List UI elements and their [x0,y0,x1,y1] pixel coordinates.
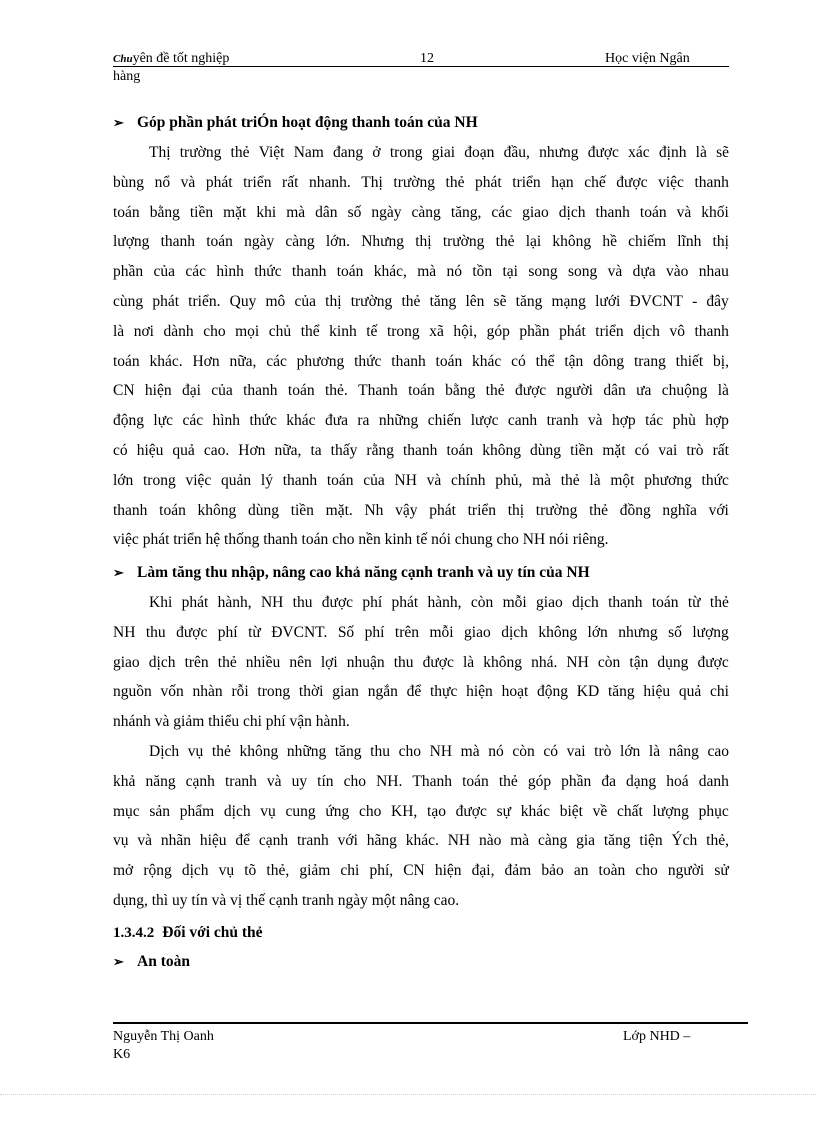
paragraph-line: có hiệu quả cao. Hơn nữa, ta thấy rằng thanh toán không dùng tiền mặt có vai trò rất [113,442,729,459]
paragraph-line: động lực các hình thức khác đưa ra những chiến lược canh tranh và hợp tác phù hợp [113,412,729,430]
paragraph-line: toán khác. Hơn nữa, các phương thức thanh toán khác có thể tận dông trang thiết bị, [113,352,729,370]
paragraph-line: nhánh và giảm thiểu chi phí vận hành. [113,713,350,731]
arrow-bullet-icon: ➢ [113,565,124,580]
paragraph-line: bùng nổ và phát triển rất nhanh. Thị trường thẻ phát triển hạn chế được việc thanh [113,173,729,191]
section-heading [113,924,263,942]
bullet-heading: ➢ An toàn [113,953,190,970]
arrow-bullet-icon: ➢ [113,954,124,969]
paragraph-line: nguồn vốn nhàn rỗi trong thời gian ngắn để thực hiện hoạt động KD tăng hiệu quả chi [113,683,729,701]
paragraph-line: Khi phát hành, NH thu được phí phát hành, còn mỗi giao dịch thanh toán từ thẻ [149,594,729,611]
page-header [113,50,729,90]
paragraph-line: là nơi dành cho mọi chủ thể kinh tế trong xã hội, góp phần phát triển dịch vô thanh [113,322,729,340]
bullet-heading: ➢ Làm tăng thu nhập, nâng cao khả năng cạnh tranh và uy tín của NH [113,564,590,581]
paragraph-line: dụng, thì uy tín và vị thế cạnh tranh ngày một nâng cao. [113,892,460,909]
paragraph-line: giao dịch trên thẻ nhiều nên lợi nhuận thu được là không nhá. NH còn tận dụng được [113,653,729,671]
paragraph-line: khả năng cạnh tranh và uy tín cho NH. Thanh toán thẻ góp phần đa dạng hoá danh [113,772,729,790]
header-left [113,51,229,67]
paragraph-line: phần của các hình thức thanh toán khác, mà nó tồn tại song song và dựa vào nhau [113,263,729,281]
paragraph-line: mục sản phẩm dịch vụ cung ứng cho KH, tạo được sự khác biệt về chất lượng phục [113,802,729,820]
paragraph-line: lượng thanh toán ngày càng lớn. Nhưng thị trường thẻ lại không hề chiếm lĩnh thị [113,233,729,251]
bullet-heading: ➢ Góp phần phát triÓn hoạt động thanh toán của NH [113,114,478,131]
footer-author-continuation: K6 [113,1047,131,1062]
paragraph-line: việc phát triển hệ thống thanh toán cho nền kinh tế nói chung cho NH nói riêng. [113,531,609,549]
paragraph-line: Thị trường thẻ Việt Nam đang ở trong giai đoạn đầu, nhưng được xác định là sẽ [149,144,729,161]
paragraph-line: CN hiện đại của thanh toán thẻ. Thanh toán bằng thẻ được người dân ưa chuộng là [113,382,729,400]
footer-class: Lớp NHD – [623,1029,691,1044]
header-left-continuation: hàng [113,69,141,84]
page-edge-divider [0,1094,816,1095]
arrow-bullet-icon: ➢ [113,115,124,130]
paragraph-line: thanh toán không dùng tiền mặt. Nh vậy phát triển thị trường thẻ đồng nghĩa với [113,501,729,519]
page-number: 12 [420,51,434,66]
paragraph-line: toán bằng tiền mặt khi mà dân số ngày càng tăng, các giao dịch thanh toán và khối [113,203,729,221]
paragraph-line: cùng phát triển. Quy mô của thị trường thẻ tăng lên sẽ tăng mạng lưới ĐVCNT - đây [113,293,729,310]
paragraph-line: Dịch vụ thẻ không những tăng thu cho NH mà nó còn có vai trò lớn là nâng cao [149,743,729,760]
header-right: Học viện Ngân [605,51,690,66]
header-left-prefix: Chu [113,53,133,65]
paragraph-line: vụ và nhãn hiệu để cạnh tranh với hãng khác. NH nào mà càng gia tăng tiện Ých thẻ, [113,832,729,850]
footer-rule [113,1022,748,1024]
footer-author: Nguyễn Thị Oanh [113,1029,214,1044]
paragraph-line: mở rộng dịch vụ tõ thẻ, giảm chi phí, CN hiện đại, đảm bảo an toàn cho người sử [113,862,729,880]
section-number: 1.3.4.2 [113,925,155,941]
section-title: Đối với chủ thẻ [162,924,263,941]
header-left-text: yên đề tốt nghiệp [132,51,230,66]
paragraph-line: lớn trong việc quản lý thanh toán của NH và chính phủ, mà thẻ là một phương thức [113,471,729,489]
paragraph-line: NH thu được phí từ ĐVCNT. Số phí trên mỗi giao dịch không lớn nhưng số lượng [113,623,729,641]
header-rule [113,66,729,67]
